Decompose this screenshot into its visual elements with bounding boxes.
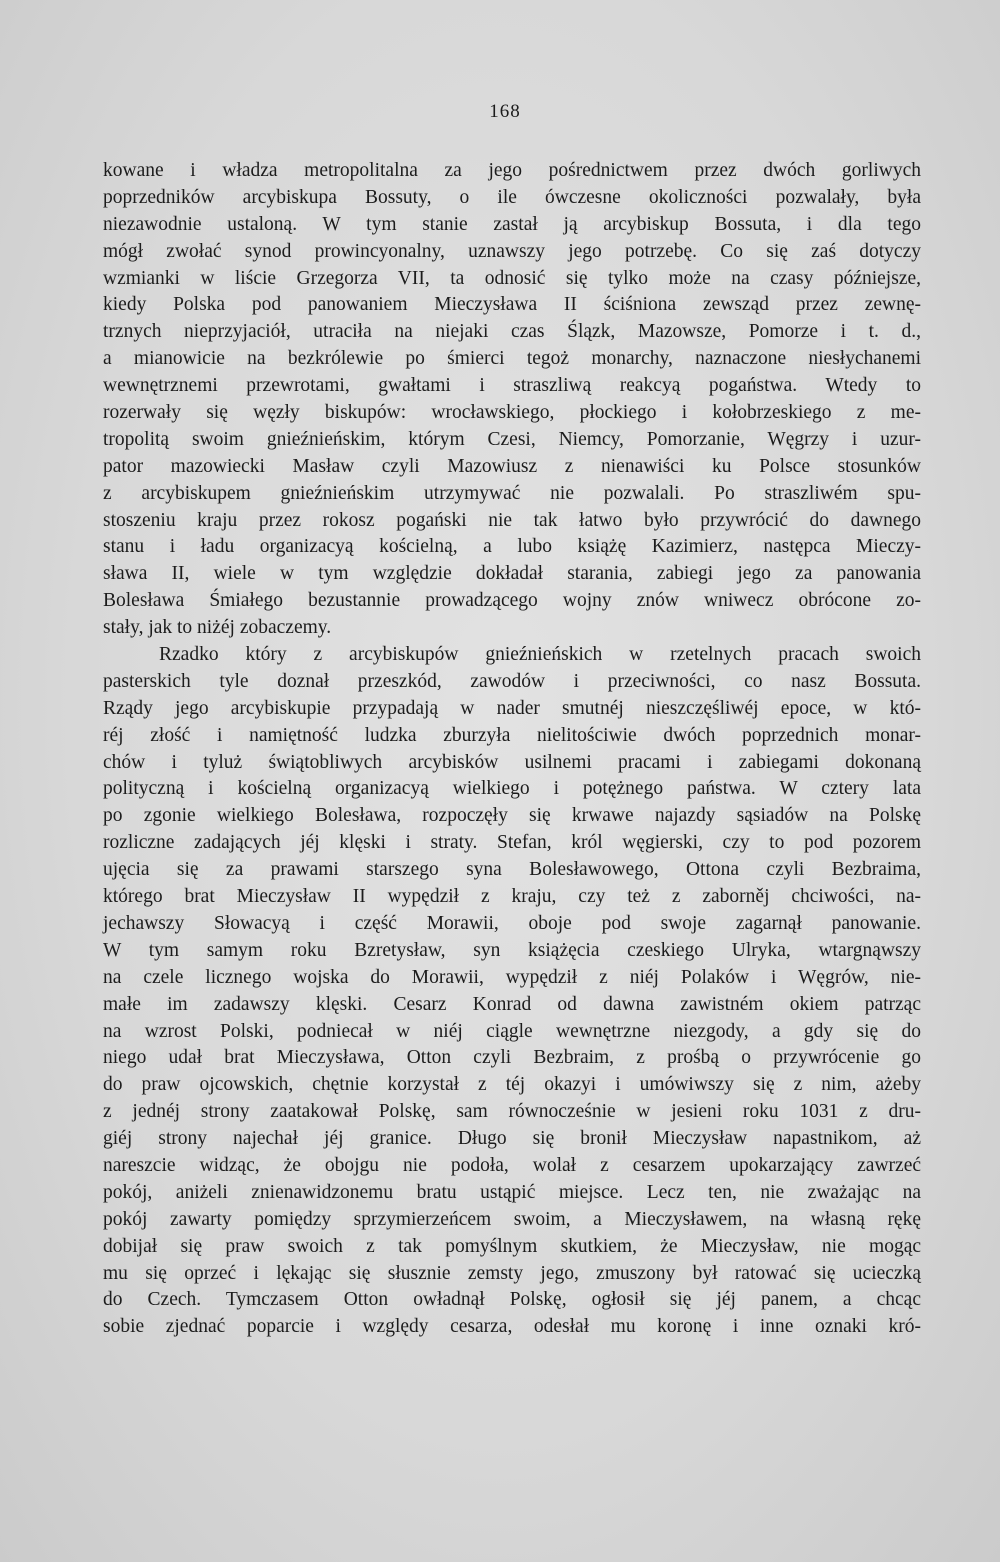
text-line: Rządy jego arcybiskupie przypadają w nader smutnéj nieszczęśliwéj epoce, w któ- <box>103 697 921 719</box>
text-line: wewnętrznemi przewrotami, gwałtami i straszliwą reakcyą pogaństwa. Wtedy to <box>103 375 921 397</box>
text-line: na czele licznego wojska do Morawii, wypędził z niéj Polaków i Węgrów, nie- <box>103 966 921 988</box>
page-number: 168 <box>489 101 521 122</box>
text-line: ujęcia się za prawami starszego syna Bolesławowego, Ottona czyli Bezbraima, <box>103 859 921 881</box>
text-line: sława II, wiele w tym względzie dokładał starania, zabiegi jego za panowania <box>103 563 921 585</box>
text-line: wzmianki w liście Grzegorza VII, ta odnosić się tylko może na czasy późniejsze, <box>103 267 921 289</box>
text-line: pator mazowiecki Masław czyli Mazowiusz z nienawiści ku Polsce stosunków <box>103 455 921 477</box>
text-line: kiedy Polska pod panowaniem Mieczysława II ściśniona zewsząd przez zewnę- <box>103 294 921 316</box>
text-line: niego udał brat Mieczysława, Otton czyli Bezbraim, z prośbą o przywrócenie go <box>103 1047 921 1069</box>
text-line: stoszeniu kraju przez rokosz pogański nie tak łatwo było przywrócić do dawnego <box>103 509 921 531</box>
text-line: po zgonie wielkiego Bolesława, rozpoczęły się krwawe najazdy sąsiadów na Polskę <box>103 805 921 827</box>
text-line: giéj strony najechał jéj granice. Długo się bronił Mieczysław napastnikom, aż <box>103 1128 921 1150</box>
text-line: mu się oprzeć i lękając się słusznie zemsty jego, zmuszony był ratować się ucieczką <box>103 1262 921 1284</box>
text-line: trznych nieprzyjaciół, utraciła na niejaki czas Ślązk, Mazowsze, Pomorze i t. d., <box>103 321 921 343</box>
text-line: z arcybiskupem gnieźnieńskim utrzymywać nie pozwalali. Po straszliwém spu- <box>103 482 921 504</box>
text-line: rozliczne zadających jéj klęski i straty. Stefan, król węgierski, czy to pod pozorem <box>103 832 921 854</box>
text-line: kowane i władza metropolitalna za jego pośrednictwem przez dwóch gorliwych <box>103 160 921 181</box>
body-text <box>103 158 921 1341</box>
text-line: do praw ojcowskich, chętnie korzystał z téj okazyi i umówiwszy się z nim, ażeby <box>103 1074 921 1096</box>
text-line: poprzedników arcybiskupa Bossuty, o ile ówczesne okoliczności pozwalały, była <box>103 186 921 208</box>
text-line: którego brat Mieczysław II wypędził z kraju, czy też z zaborněj chciwości, na- <box>103 886 921 908</box>
paragraph-end-line: stały, jak to niżéj zobaczemy. <box>103 617 332 639</box>
text-line: na wzrost Polski, podniecał w niéj ciągle wewnętrzne niezgody, a gdy się do <box>103 1020 921 1042</box>
text-line: rozerwały się węzły biskupów: wrocławskiego, płockiego i kołobrzeskiego z me- <box>103 402 921 424</box>
paragraph-first-line: Rzadko który z arcybiskupów gnieźnieńskich w rzetelnych pracach swoich <box>159 644 921 666</box>
text-line: W tym samym roku Bzretysław, syn książęcia czeskiego Ulryka, wtargnąwszy <box>103 939 921 961</box>
text-line: jechawszy Słowacyą i część Morawii, oboje pod swoje zagarnął panowanie. <box>103 912 921 934</box>
text-line: polityczną i kościelną organizacyą wielkiego i potężnego państwa. W cztery lata <box>103 778 921 800</box>
text-line: z jednéj strony zaatakował Polskę, sam równocześnie w jesieni roku 1031 z dru- <box>103 1101 921 1123</box>
text-line: mógł zwołać synod prowincyonalny, uznawszy jego potrzebę. Co się zaś dotyczy <box>103 240 921 262</box>
text-line: dobijał się praw swoich z tak pomyślnym skutkiem, że Mieczysław, nie mogąc <box>103 1235 921 1257</box>
text-line: nareszcie widząc, że obojgu nie podoła, wolał z cesarzem upokarzający zawrzeć <box>103 1154 921 1176</box>
text-line: niezawodnie ustaloną. W tym stanie zastał ją arcybiskup Bossuta, i dla tego <box>103 213 921 235</box>
text-line: Bolesława Śmiałego bezustannie prowadzącego wojny znów wniwecz obrócone zo- <box>103 590 921 612</box>
text-line: chów i tyluż świątobliwych arcybisków usilnemi pracami i zabiegami dokonaną <box>103 751 921 773</box>
text-line: pokój zawarty pomiędzy sprzymierzeńcem swoim, a Mieczysławem, na własną rękę <box>103 1208 921 1230</box>
text-line: pokój, aniżeli znienawidzonemu bratu ustąpić miejsce. Lecz ten, nie zważając na <box>103 1181 921 1203</box>
text-line: pasterskich tyle doznał przeszkód, zawodów i przeciwności, co nasz Bossuta. <box>103 670 921 692</box>
text-line: tropolitą swoim gnieźnieńskim, którym Czesi, Niemcy, Pomorzanie, Węgrzy i uzur- <box>103 428 921 450</box>
text-line: sobie zjednać poparcie i względy cesarza, odesłał mu koronę i inne oznaki kró- <box>103 1316 921 1338</box>
text-line: do Czech. Tymczasem Otton owładnął Polskę, ogłosił się jéj panem, a chcąc <box>103 1289 921 1311</box>
text-line: a mianowicie na bezkrólewie po śmierci tegoż monarchy, naznaczone niesłychanemi <box>103 348 921 370</box>
text-line: małe im zadawszy klęski. Cesarz Konrad od dawna zawistném okiem patrząc <box>103 993 921 1015</box>
text-line: stanu i ładu organizacyą kościelną, a lubo książę Kazimierz, następca Mieczy- <box>103 536 921 558</box>
text-line: réj złość i namiętność ludzka zburzyła nielitościwie dwóch poprzednich monar- <box>103 724 921 746</box>
